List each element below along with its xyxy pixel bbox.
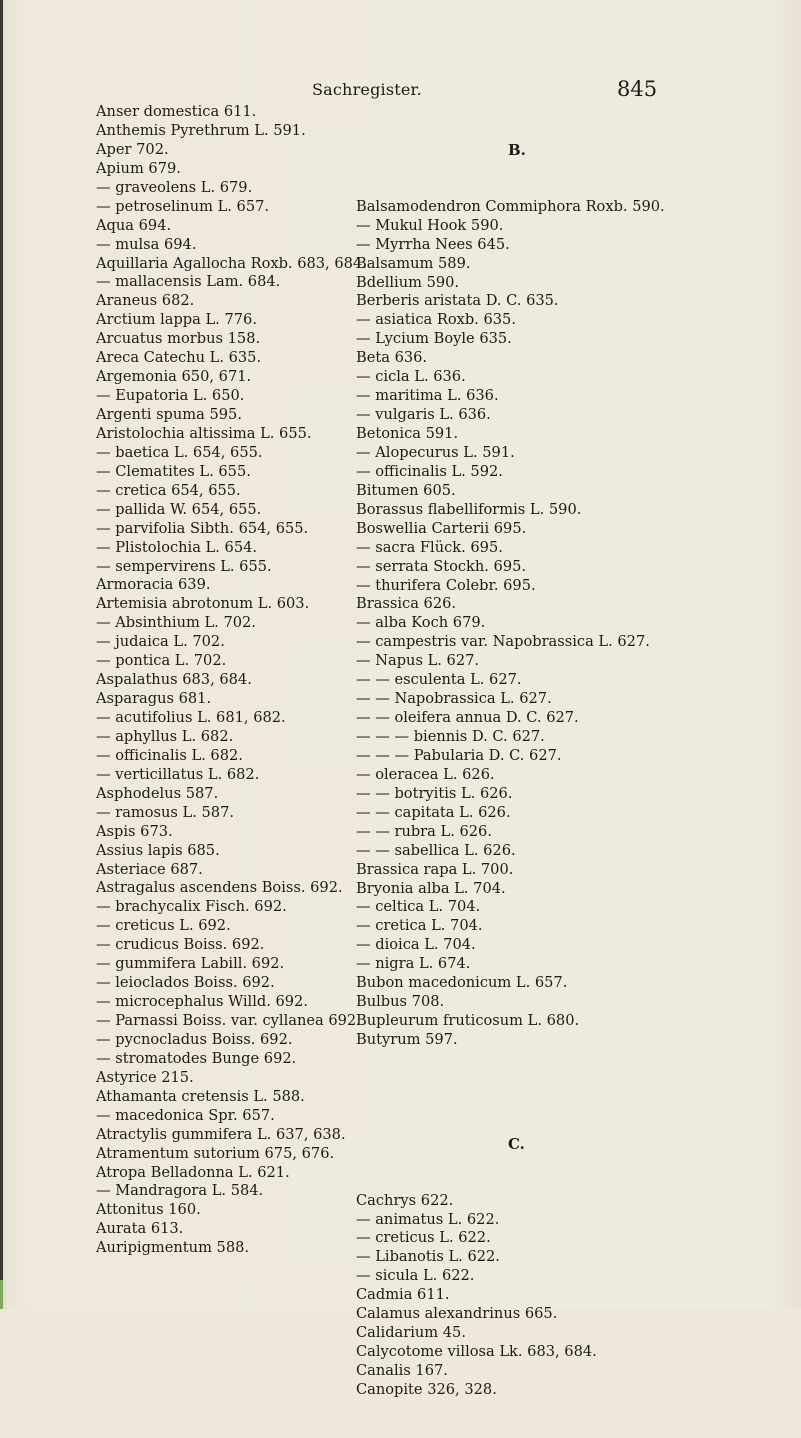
index-entry: Artemisia abrotonum L. 603. bbox=[96, 595, 310, 613]
index-entry: — — — biennis D. C. 627. bbox=[356, 728, 545, 745]
index-entry: — gummifera Labill. 692. bbox=[96, 955, 285, 973]
index-entry: — Napus L. 627. bbox=[356, 652, 480, 670]
index-entry: Balsamodendron Commiphora Roxb. 590. bbox=[356, 197, 665, 215]
index-entry: — — oleifera annua D. C. 627. bbox=[356, 709, 579, 727]
index-entry: — Plistolochia L. 654. bbox=[96, 538, 258, 556]
index-entry: Areca Catechu L. 635. bbox=[96, 349, 262, 367]
index-entry: — cretica 654, 655. bbox=[96, 481, 241, 499]
index-entry: Berberis aristata D. C. 635. bbox=[356, 292, 559, 310]
page-number: 845 bbox=[617, 77, 658, 101]
index-entry: — — esculenta L. 627. bbox=[356, 671, 522, 689]
page-title: Sachregister. bbox=[312, 80, 422, 99]
index-entry: Asparagus 681. bbox=[96, 690, 212, 708]
index-entry: Butyrum 597. bbox=[356, 1031, 458, 1048]
index-entry: — microcephalus Willd. 692. bbox=[96, 993, 308, 1011]
index-entry: Borassus flabelliformis L. 590. bbox=[356, 500, 582, 518]
index-entry: — officinalis L. 592. bbox=[356, 462, 503, 480]
index-entry: Asphodelus 587. bbox=[96, 784, 219, 802]
index-entry: Assius lapis 685. bbox=[96, 841, 220, 859]
index-entry: — cretica L. 704. bbox=[356, 917, 483, 935]
index-entry: — Libanotis L. 622. bbox=[356, 1248, 500, 1266]
index-entry: Bubon macedonicum L. 657. bbox=[356, 974, 568, 992]
index-entry: Bdellium 590. bbox=[356, 273, 460, 291]
index-entry: — Mandragora L. 584. bbox=[96, 1182, 264, 1200]
index-entry: — Mukul Hook 590. bbox=[356, 216, 504, 234]
index-entry: — cicla L. 636. bbox=[356, 368, 466, 386]
index-entry: — alba Koch 679. bbox=[356, 614, 486, 632]
index-entry: — vulgaris L. 636. bbox=[356, 406, 491, 424]
index-entry: — creticus L. 622. bbox=[356, 1229, 491, 1247]
index-entry: Atropa Belladonna L. 621. bbox=[96, 1163, 290, 1181]
index-entry: Canalis 167. bbox=[356, 1362, 448, 1380]
index-entry: — Absinthium L. 702. bbox=[96, 614, 256, 632]
index-entry: — stromatodes Bunge 692. bbox=[96, 1049, 297, 1067]
section-heading-c: C. bbox=[508, 1134, 525, 1153]
index-entry: — officinalis L. 682. bbox=[96, 746, 243, 764]
index-entry: Asteriace 687. bbox=[96, 860, 203, 878]
index-entry: Aper 702. bbox=[96, 140, 169, 158]
index-entry: — oleracea L. 626. bbox=[356, 765, 495, 783]
index-entry: — mulsa 694. bbox=[96, 235, 197, 253]
index-entry: — campestris var. Napobrassica L. 627. bbox=[356, 633, 650, 651]
index-entry: — baetica L. 654, 655. bbox=[96, 443, 263, 461]
index-entry: — nigra L. 674. bbox=[356, 955, 471, 973]
index-entry: Bulbus 708. bbox=[356, 993, 445, 1011]
index-entry: Bitumen 605. bbox=[356, 481, 456, 499]
index-entry: — sacra Flück. 695. bbox=[356, 538, 503, 556]
index-entry: — Parnassi Boiss. var. cyllanea 692. bbox=[96, 1012, 361, 1029]
index-entry: — — — Pabularia D. C. 627. bbox=[356, 746, 562, 764]
spine-color-mark bbox=[0, 1280, 3, 1309]
index-entry: — macedonica Spr. 657. bbox=[96, 1106, 275, 1124]
index-entry: Athamanta cretensis L. 588. bbox=[96, 1087, 305, 1105]
book-spine-edge bbox=[0, 0, 3, 1309]
index-entry: — Myrrha Nees 645. bbox=[356, 235, 510, 253]
index-entry: — acutifolius L. 681, 682. bbox=[96, 709, 286, 726]
index-entry: Calamus alexandrinus 665. bbox=[356, 1305, 558, 1323]
index-entry: Aristolochia altissima L. 655. bbox=[96, 424, 312, 442]
index-entry: — ramosus L. 587. bbox=[96, 803, 235, 821]
index-entry: Beta 636. bbox=[356, 349, 428, 367]
index-entry: Canopite 326, 328. bbox=[356, 1380, 497, 1398]
index-entry: — celtica L. 704. bbox=[356, 898, 481, 916]
section-c-entries bbox=[356, 1192, 686, 1400]
index-entry: Aqua 694. bbox=[96, 216, 172, 234]
index-entry: — animatus L. 622. bbox=[356, 1210, 500, 1228]
index-entry: — Lycium Boyle 635. bbox=[356, 330, 512, 348]
index-column-left bbox=[96, 103, 367, 1258]
index-entry: — thurifera Colebr. 695. bbox=[356, 576, 536, 594]
index-entry: Astyrice 215. bbox=[96, 1068, 194, 1086]
index-entry: Armoracia 639. bbox=[96, 576, 211, 594]
index-entry: — leioclados Boiss. 692. bbox=[96, 974, 275, 992]
index-entry: Balsamum 589. bbox=[356, 254, 471, 272]
index-entry: — verticillatus L. 682. bbox=[96, 765, 260, 783]
section-heading-b: B. bbox=[508, 140, 526, 159]
index-entry: — maritima L. 636. bbox=[356, 387, 499, 405]
index-entry: Bupleurum fruticosum L. 680. bbox=[356, 1012, 580, 1030]
index-entry: Aspis 673. bbox=[96, 822, 173, 840]
index-entry: — petroselinum L. 657. bbox=[96, 197, 270, 215]
index-entry: Brassica rapa L. 700. bbox=[356, 860, 514, 878]
index-entry: Argenti spuma 595. bbox=[96, 406, 242, 423]
index-entry: — judaica L. 702. bbox=[96, 633, 225, 651]
index-entry: — Alopecurus L. 591. bbox=[356, 443, 515, 461]
index-entry: Arctium lappa L. 776. bbox=[96, 311, 257, 329]
index-entry: — — capitata L. 626. bbox=[356, 803, 511, 821]
index-entry: Arcuatus morbus 158. bbox=[96, 330, 261, 348]
index-entry: — brachycalix Fisch. 692. bbox=[96, 898, 287, 916]
index-entry: Apium 679. bbox=[96, 159, 181, 177]
index-entry: Argemonia 650, 671. bbox=[96, 368, 252, 386]
index-entry: Cachrys 622. bbox=[356, 1191, 454, 1209]
index-entry: — pontica L. 702. bbox=[96, 652, 227, 670]
index-entry: — dioica L. 704. bbox=[356, 936, 476, 954]
index-entry: Aquillaria Agallocha Roxb. 683, 684. bbox=[96, 254, 367, 272]
index-entry: — — botryitis L. 626. bbox=[356, 784, 513, 802]
index-entry: — sempervirens L. 655. bbox=[96, 557, 272, 575]
index-entry: — serrata Stockh. 695. bbox=[356, 557, 527, 575]
index-entry: Araneus 682. bbox=[96, 292, 195, 310]
index-entry: — aphyllus L. 682. bbox=[96, 727, 234, 745]
index-entry: — crudicus Boiss. 692. bbox=[96, 936, 265, 954]
index-entry: — graveolens L. 679. bbox=[96, 178, 253, 196]
index-entry: Astragalus ascendens Boiss. 692. bbox=[96, 879, 343, 897]
index-entry: Anthemis Pyrethrum L. 591. bbox=[96, 121, 306, 139]
index-entry: Atramentum sutorium 675, 676. bbox=[96, 1144, 335, 1162]
index-entry: — — sabellica L. 626. bbox=[356, 841, 516, 859]
index-entry: Brassica 626. bbox=[356, 595, 457, 613]
index-entry: Betonica 591. bbox=[356, 425, 459, 442]
index-entry: Anser domestica 611. bbox=[96, 103, 257, 120]
index-entry: — pallida W. 654, 655. bbox=[96, 500, 262, 518]
index-entry: Aurata 613. bbox=[96, 1220, 184, 1238]
index-entry: — pycnocladus Boiss. 692. bbox=[96, 1030, 293, 1048]
index-entry: — — rubra L. 626. bbox=[356, 822, 492, 840]
index-entry: — sicula L. 622. bbox=[356, 1267, 475, 1285]
index-entry: Calycotome villosa Lk. 683, 684. bbox=[356, 1343, 597, 1361]
index-entry: — creticus L. 692. bbox=[96, 917, 231, 935]
index-entry: — Eupatoria L. 650. bbox=[96, 387, 245, 405]
index-entry: Aspalathus 683, 684. bbox=[96, 671, 252, 689]
section-gap bbox=[356, 1088, 686, 1097]
index-entry: Calidarium 45. bbox=[356, 1324, 466, 1342]
index-entry: — parvifolia Sibth. 654, 655. bbox=[96, 519, 309, 537]
index-column-right bbox=[356, 103, 686, 1438]
index-entry: Atractylis gummifera L. 637, 638. bbox=[96, 1125, 346, 1143]
index-entry: Auripigmentum 588. bbox=[96, 1239, 250, 1257]
index-entry: Cadmia 611. bbox=[356, 1286, 450, 1304]
index-entry: Bryonia alba L. 704. bbox=[356, 879, 506, 897]
index-entry: — asiatica Roxb. 635. bbox=[356, 311, 516, 329]
index-entry: — mallacensis Lam. 684. bbox=[96, 273, 281, 291]
index-entry: Attonitus 160. bbox=[96, 1201, 201, 1219]
index-entry: Boswellia Carterii 695. bbox=[356, 519, 527, 537]
index-entry: — Clematites L. 655. bbox=[96, 462, 251, 480]
index-entry: — — Napobrassica L. 627. bbox=[356, 690, 552, 708]
section-b-entries bbox=[356, 198, 686, 1050]
